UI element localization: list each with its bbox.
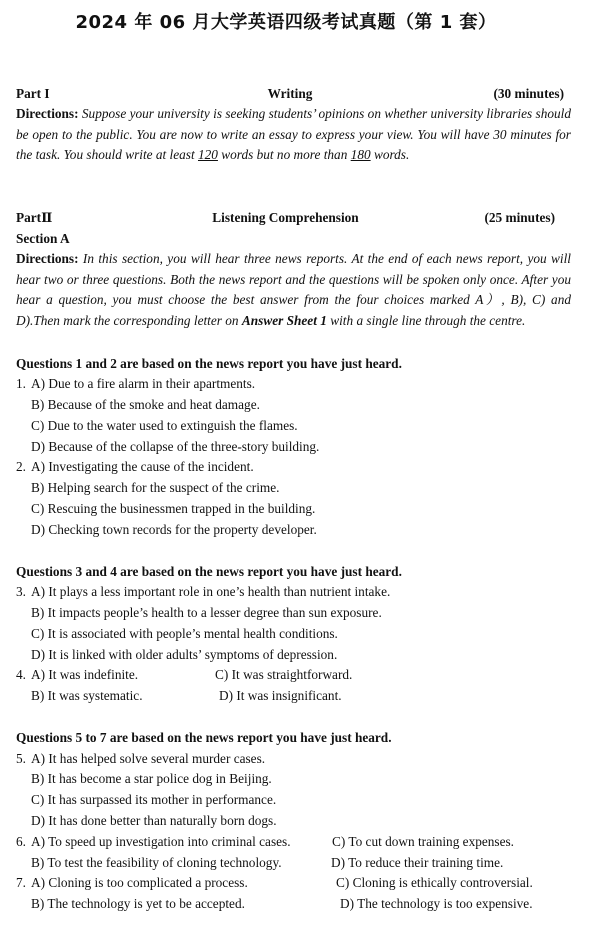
part2-label: PartⅡ [16,210,53,225]
option: D) It was insignificant. [219,688,342,703]
group-heading: Questions 5 to 7 are based on the news report you have just heard. [16,730,392,745]
part1-time: (30 minutes) [493,86,564,101]
option: D) It is linked with older adults’ symptoms of depression. [31,647,338,662]
option: C) It was straightforward. [215,667,353,682]
option: B) It was systematic. [31,688,143,703]
max-words: 180 [350,147,371,163]
option: C) To cut down training expenses. [332,834,514,849]
option: C) It is associated with people’s mental health conditions. [31,626,338,641]
option: B) Because of the smoke and heat damage. [31,397,260,412]
min-words: 120 [197,147,218,163]
part1-name: Writing [267,86,313,101]
option: A) Investigating the cause of the incident. [31,459,254,474]
option: A) Cloning is too complicated a process. [31,875,248,890]
part1-directions: Directions: Suppose your university is seeking students’ opinions on whether university libraries should be open to the public. You are now to write an essay to express your view. You will have 30 minutes for the task. You should write at least 120 words but no more than 180 words. [16,106,571,163]
page-title: 2024 年 06 月大学英语四级考试真题（第 1 套） [75,12,497,33]
question-number: 1. [16,376,26,391]
part1-header [16,84,564,104]
option: A) To speed up investigation into criminal cases. [31,834,291,849]
part2-header [16,208,555,228]
option: C) Due to the water used to extinguish the flames. [31,418,298,433]
option: D) It has done better than naturally born dogs. [31,813,277,828]
option: A) It has helped solve several murder cases. [31,751,266,766]
option: B) It has become a star police dog in Beijing. [31,771,272,786]
question-number: 4. [16,667,26,682]
option: B) Helping search for the suspect of the crime. [31,480,280,495]
option: A) It plays a less important role in one’s health than nutrient intake. [31,584,391,599]
option: A) It was indefinite. [31,667,139,682]
option: B) To test the feasibility of cloning technology. [31,855,282,870]
option: B) It impacts people’s health to a lesser degree than sun exposure. [31,605,382,620]
option: D) The technology is too expensive. [340,896,533,911]
group-heading: Questions 3 and 4 are based on the news report you have just heard. [16,564,402,579]
option: C) It has surpassed its mother in performance. [31,792,277,807]
option: A) Due to a fire alarm in their apartments. [31,376,256,391]
part2-time: (25 minutes) [484,210,555,225]
answer-sheet-ref: Answer Sheet 1 [241,313,327,329]
part2-name: Listening Comprehension [212,210,359,225]
question-number: 3. [16,584,26,599]
option: B) The technology is yet to be accepted. [31,896,245,911]
question-number: 7. [16,875,26,890]
group-heading: Questions 1 and 2 are based on the news report you have just heard. [16,356,402,371]
option: D) Because of the collapse of the three-story building. [31,439,320,454]
option: D) Checking town records for the property developer. [31,522,317,537]
part2-directions: Directions: In this section, you will hear three news reports. At the end of each news report, you will hear two or three questions. Both the news report and the questions will be spoken only once. After you hear a question, you must choose the best answer from the four choices marked A）, B), C) and D).Then mark the corresponding letter on Answer Sheet 1 with a single line through the centre. [16,251,571,329]
option: D) To reduce their training time. [331,855,504,870]
question-number: 5. [16,751,26,766]
part1-label: Part I [16,86,50,101]
question-number: 6. [16,834,26,849]
question-number: 2. [16,459,26,474]
option: C) Cloning is ethically controversial. [336,875,533,890]
section-a-heading: Section A [16,231,70,246]
option: C) Rescuing the businessmen trapped in the building. [31,501,316,516]
